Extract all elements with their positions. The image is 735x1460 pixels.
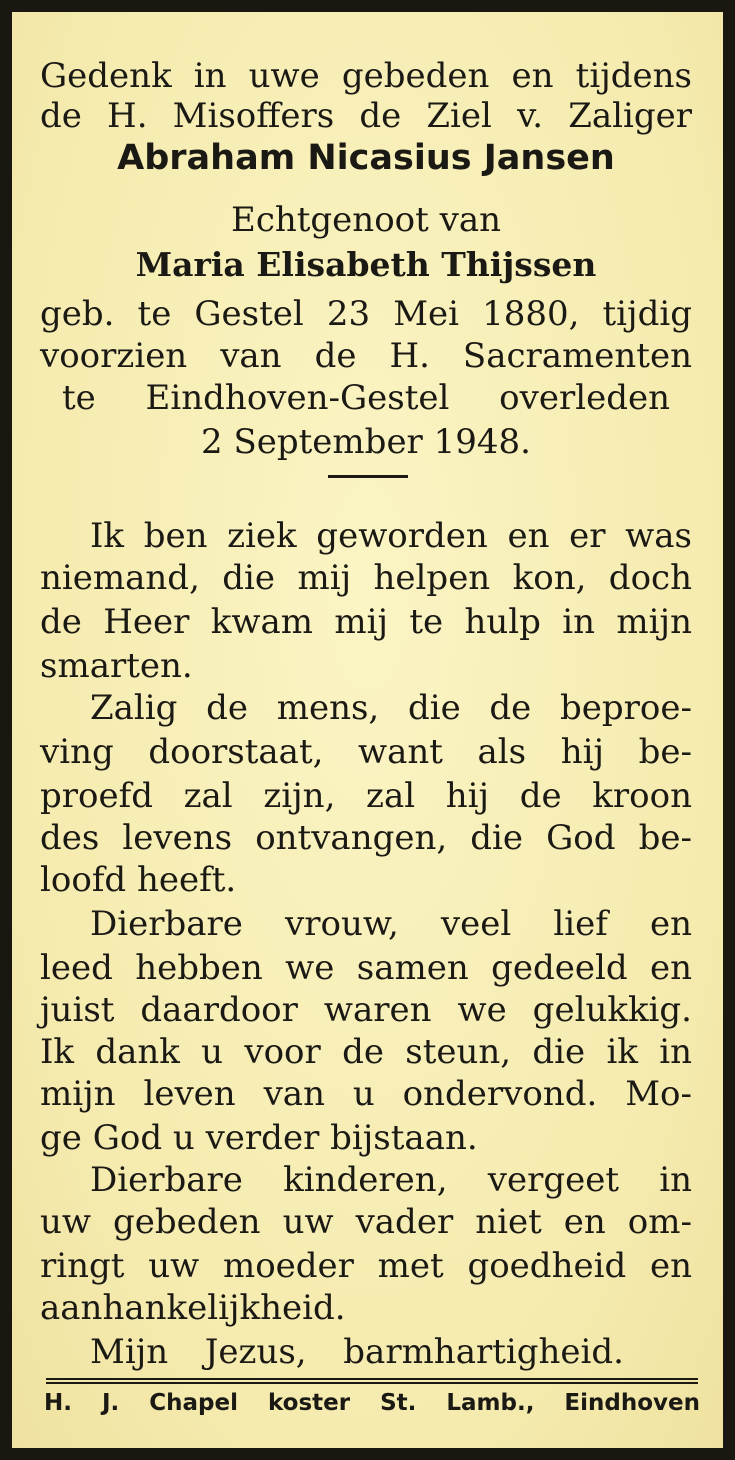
body-line: niemand, die mij helpen kon, doch <box>40 558 692 598</box>
body-line: smarten. <box>40 646 193 686</box>
body-line: Ik ben ziek geworden en er was <box>90 516 692 556</box>
printer-credit: H. J. Chapel koster St. Lamb., Eindhoven <box>44 1390 700 1416</box>
body-line: Zalig de mens, die de beproe- <box>90 688 692 728</box>
header-line-1: Gedenk in uwe gebeden en tijdens <box>40 56 692 96</box>
spouse-name: Maria Elisabeth Thijssen <box>135 245 597 284</box>
body-line: Dierbare kinderen, vergeet in <box>90 1160 692 1200</box>
body-line: mijn leven van u ondervond. Mo- <box>40 1074 692 1114</box>
body-line: juist daardoor waren we gelukkig. <box>40 990 692 1030</box>
body-line: leed hebben we samen gedeeld en <box>40 948 692 988</box>
footer-rule-bottom <box>46 1382 698 1384</box>
body-line: Dierbare vrouw, veel lief en <box>90 904 692 944</box>
body-line: loofd heeft. <box>40 860 237 900</box>
body-line: uw gebeden uw vader niet en om- <box>40 1202 692 1242</box>
footer-rule-top <box>46 1378 698 1380</box>
memorial-card <box>12 12 723 1448</box>
life-line-4: 2 September 1948. <box>201 422 531 462</box>
life-line-1: geb. te Gestel 23 Mei 1880, tijdig <box>40 294 692 334</box>
body-line: ge God u verder bijstaan. <box>40 1118 478 1158</box>
life-line-3: te Eindhoven-Gestel overleden <box>62 378 670 418</box>
life-line-2: voorzien van de H. Sacramenten <box>40 336 692 376</box>
header-line-2: de H. Misoffers de Ziel v. Zaliger <box>40 96 692 136</box>
body-line: ringt uw moeder met goedheid en <box>40 1246 692 1286</box>
body-line: ving doorstaat, want als hij be- <box>40 732 692 772</box>
body-line: aanhankelijkheid. <box>40 1288 346 1328</box>
body-line: proefd zal zijn, zal hij de kroon <box>40 776 692 816</box>
section-divider <box>328 475 408 478</box>
spouse-intro: Echtgenoot van <box>231 200 501 240</box>
body-line: Mijn Jezus, barmhartigheid. <box>90 1332 624 1372</box>
body-line: des levens ontvangen, die God be- <box>40 818 692 858</box>
body-line: Ik dank u voor de steun, die ik in <box>40 1032 692 1072</box>
deceased-name: Abraham Nicasius Jansen <box>117 138 615 178</box>
body-line: de Heer kwam mij te hulp in mijn <box>40 602 692 642</box>
